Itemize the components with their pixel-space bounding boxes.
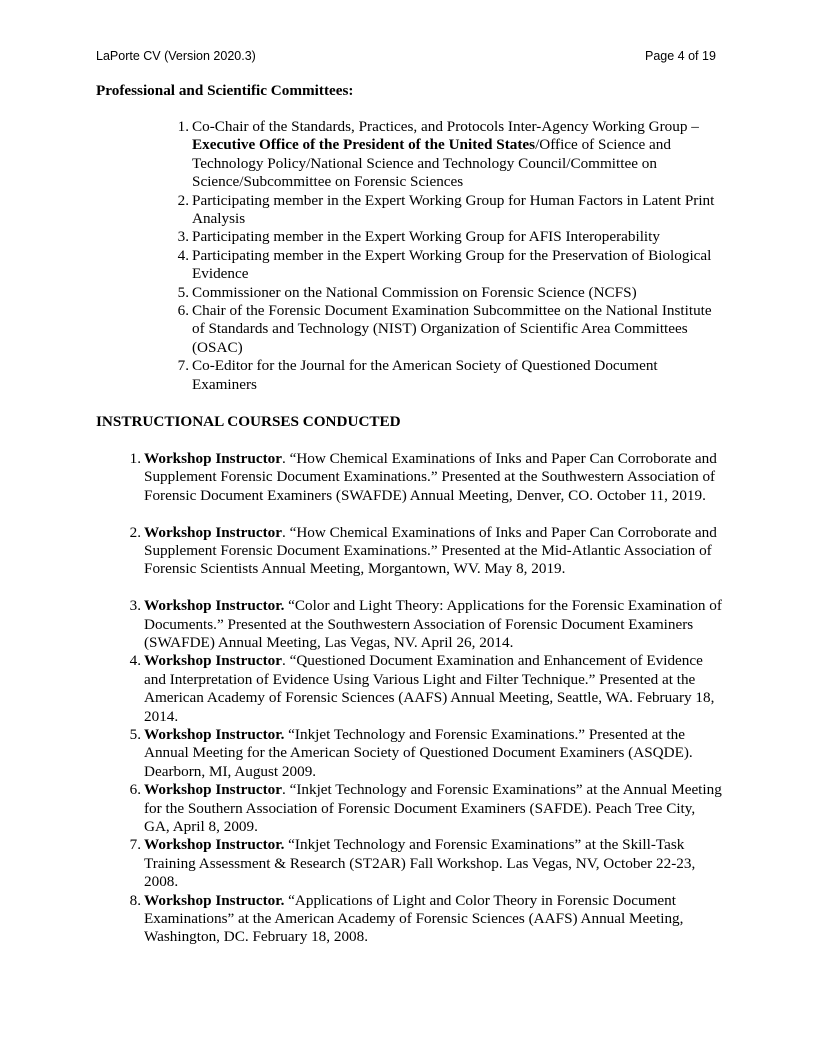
course-item-text: . “How Chemical Examinations of Inks and Paper Can Corroborate and Supplement Forensic Document Examinations.” Presented at the Southwestern Association of Forensic Document Examiners (SWAFDE) Annual Meeting, Denver, CO. October 11, 2019. — [144, 450, 717, 504]
course-item-text: “Inkjet Technology and Forensic Examinations.” Presented at the Annual Meeting for the American Society of Questioned Document Examiners (ASQDE). Dearborn, MI, August 2009. — [144, 725, 693, 780]
course-item-role: Workshop Instructor — [144, 781, 282, 799]
course-item-number: 5. — [129, 725, 141, 743]
committee-item-number: 6. — [177, 301, 189, 319]
committee-item-number: 5. — [177, 283, 189, 301]
committee-item — [177, 246, 724, 284]
committee-item-number: 4. — [177, 246, 189, 264]
committee-item-number: 2. — [177, 191, 189, 209]
course-item — [129, 725, 724, 781]
course-item-text: . “How Chemical Examinations of Inks and Paper Can Corroborate and Supplement Forensic Document Examinations.” Presented at the Mid-Atlantic Association of Forensic Scientists Annual Meeting, Morgantown, WV. May 8, 2019. — [144, 523, 717, 578]
committee-item-text: Participating member in the Expert Working Group for AFIS Interoperability — [192, 228, 660, 246]
course-item-text: “Color and Light Theory: Applications for the Forensic Examination of Documents.” Presented at the Southwestern Association of Forensic Document Examiners (SWAFDE) Annual Meeting, Las Vegas, NV. April 26, 2014. — [144, 597, 722, 651]
committee-item-text: Participating member in the Expert Working Group for Human Factors in Latent Print Analysis — [192, 191, 715, 227]
committee-item-number: 7. — [177, 357, 189, 375]
course-item-text: “Applications of Light and Color Theory in Forensic Document Examinations” at the American Academy of Forensic Sciences (AAFS) Annual Meeting, Washington, DC. February 18, 2008. — [144, 891, 684, 946]
courses-list — [129, 450, 724, 947]
course-item-role: Workshop Instructor. — [144, 725, 285, 743]
committee-item-text: Participating member in the Expert Working Group for the Preservation of Biological Evidence — [192, 246, 712, 283]
course-item-number: 7. — [129, 836, 141, 854]
course-item-number: 1. — [129, 450, 141, 467]
header-page-number: Page 4 of 19 — [645, 49, 716, 63]
committee-item-text: Co-Editor for the Journal for the American Society of Questioned Document Examiners — [192, 357, 658, 393]
course-item-number: 6. — [129, 781, 141, 799]
course-item-role: Workshop Instructor. — [144, 597, 285, 615]
course-item-role: Workshop Instructor. — [144, 891, 285, 909]
course-item-role: Workshop Instructor — [144, 450, 282, 467]
committees-heading: Professional and Scientific Committees: — [96, 82, 354, 99]
committee-item-number: 1. — [177, 118, 189, 135]
course-item-text: . “Inkjet Technology and Forensic Examinations” at the Annual Meeting for the Southern Association of Forensic Document Examiners (SAFDE). Peach Tree City, GA, April 8, 2009. — [144, 781, 722, 835]
committee-item — [177, 118, 724, 192]
course-item — [129, 781, 724, 836]
committee-item-number: 3. — [177, 228, 189, 246]
committee-item — [177, 191, 724, 229]
course-item-text: “Inkjet Technology and Forensic Examinations” at the Skill-Task Training Assessment & Research (ST2AR) Fall Workshop. Las Vegas, NV, October 22-23, 2008. — [144, 836, 696, 891]
course-item-role: Workshop Instructor — [144, 523, 282, 541]
course-item — [129, 523, 724, 598]
committees-list — [177, 118, 724, 394]
committee-item-text: Co-Chair of the Standards, Practices, and Protocols Inter-Agency Working Group – — [192, 118, 699, 135]
committee-item — [177, 357, 724, 394]
committee-item — [177, 228, 724, 246]
course-item-number: 3. — [129, 597, 141, 615]
committee-item — [177, 283, 724, 302]
committee-item-text: Chair of the Forensic Document Examination Subcommittee on the National Institute of Standards and Technology (NIST) Organization of Scientific Area Committees (OSAC) — [192, 301, 712, 356]
course-item-number: 2. — [129, 523, 141, 541]
course-item — [129, 450, 724, 524]
course-item — [129, 836, 724, 891]
course-item — [129, 652, 724, 726]
committee-item-text: Commissioner on the National Commission on Forensic Science (NCFS) — [192, 283, 637, 301]
committee-item-text-cont: /Office of Science and Technology Policy/National Science and Technology Council/Committee on Science/Subcommittee on Forensic Sciences — [192, 136, 671, 191]
committee-item-bold: Executive Office of the President of the United States — [192, 136, 536, 154]
course-item-number: 4. — [129, 652, 141, 670]
courses-heading: INSTRUCTIONAL COURSES CONDUCTED — [96, 413, 401, 430]
course-item-text: . “Questioned Document Examination and Enhancement of Evidence and Interpretation of Evidence Using Various Light and Filter Technique.” Presented at the American Academy of Forensic Sciences (AAFS) Annual Meeting, Seattle, WA. February 18, 2014. — [144, 652, 715, 725]
course-item — [129, 597, 724, 652]
course-item-number: 8. — [129, 891, 141, 909]
course-item-role: Workshop Instructor — [144, 652, 282, 670]
course-item — [129, 891, 724, 947]
course-item-role: Workshop Instructor. — [144, 836, 285, 854]
header-document-title: LaPorte CV (Version 2020.3) — [96, 49, 256, 63]
committee-item — [177, 301, 724, 357]
